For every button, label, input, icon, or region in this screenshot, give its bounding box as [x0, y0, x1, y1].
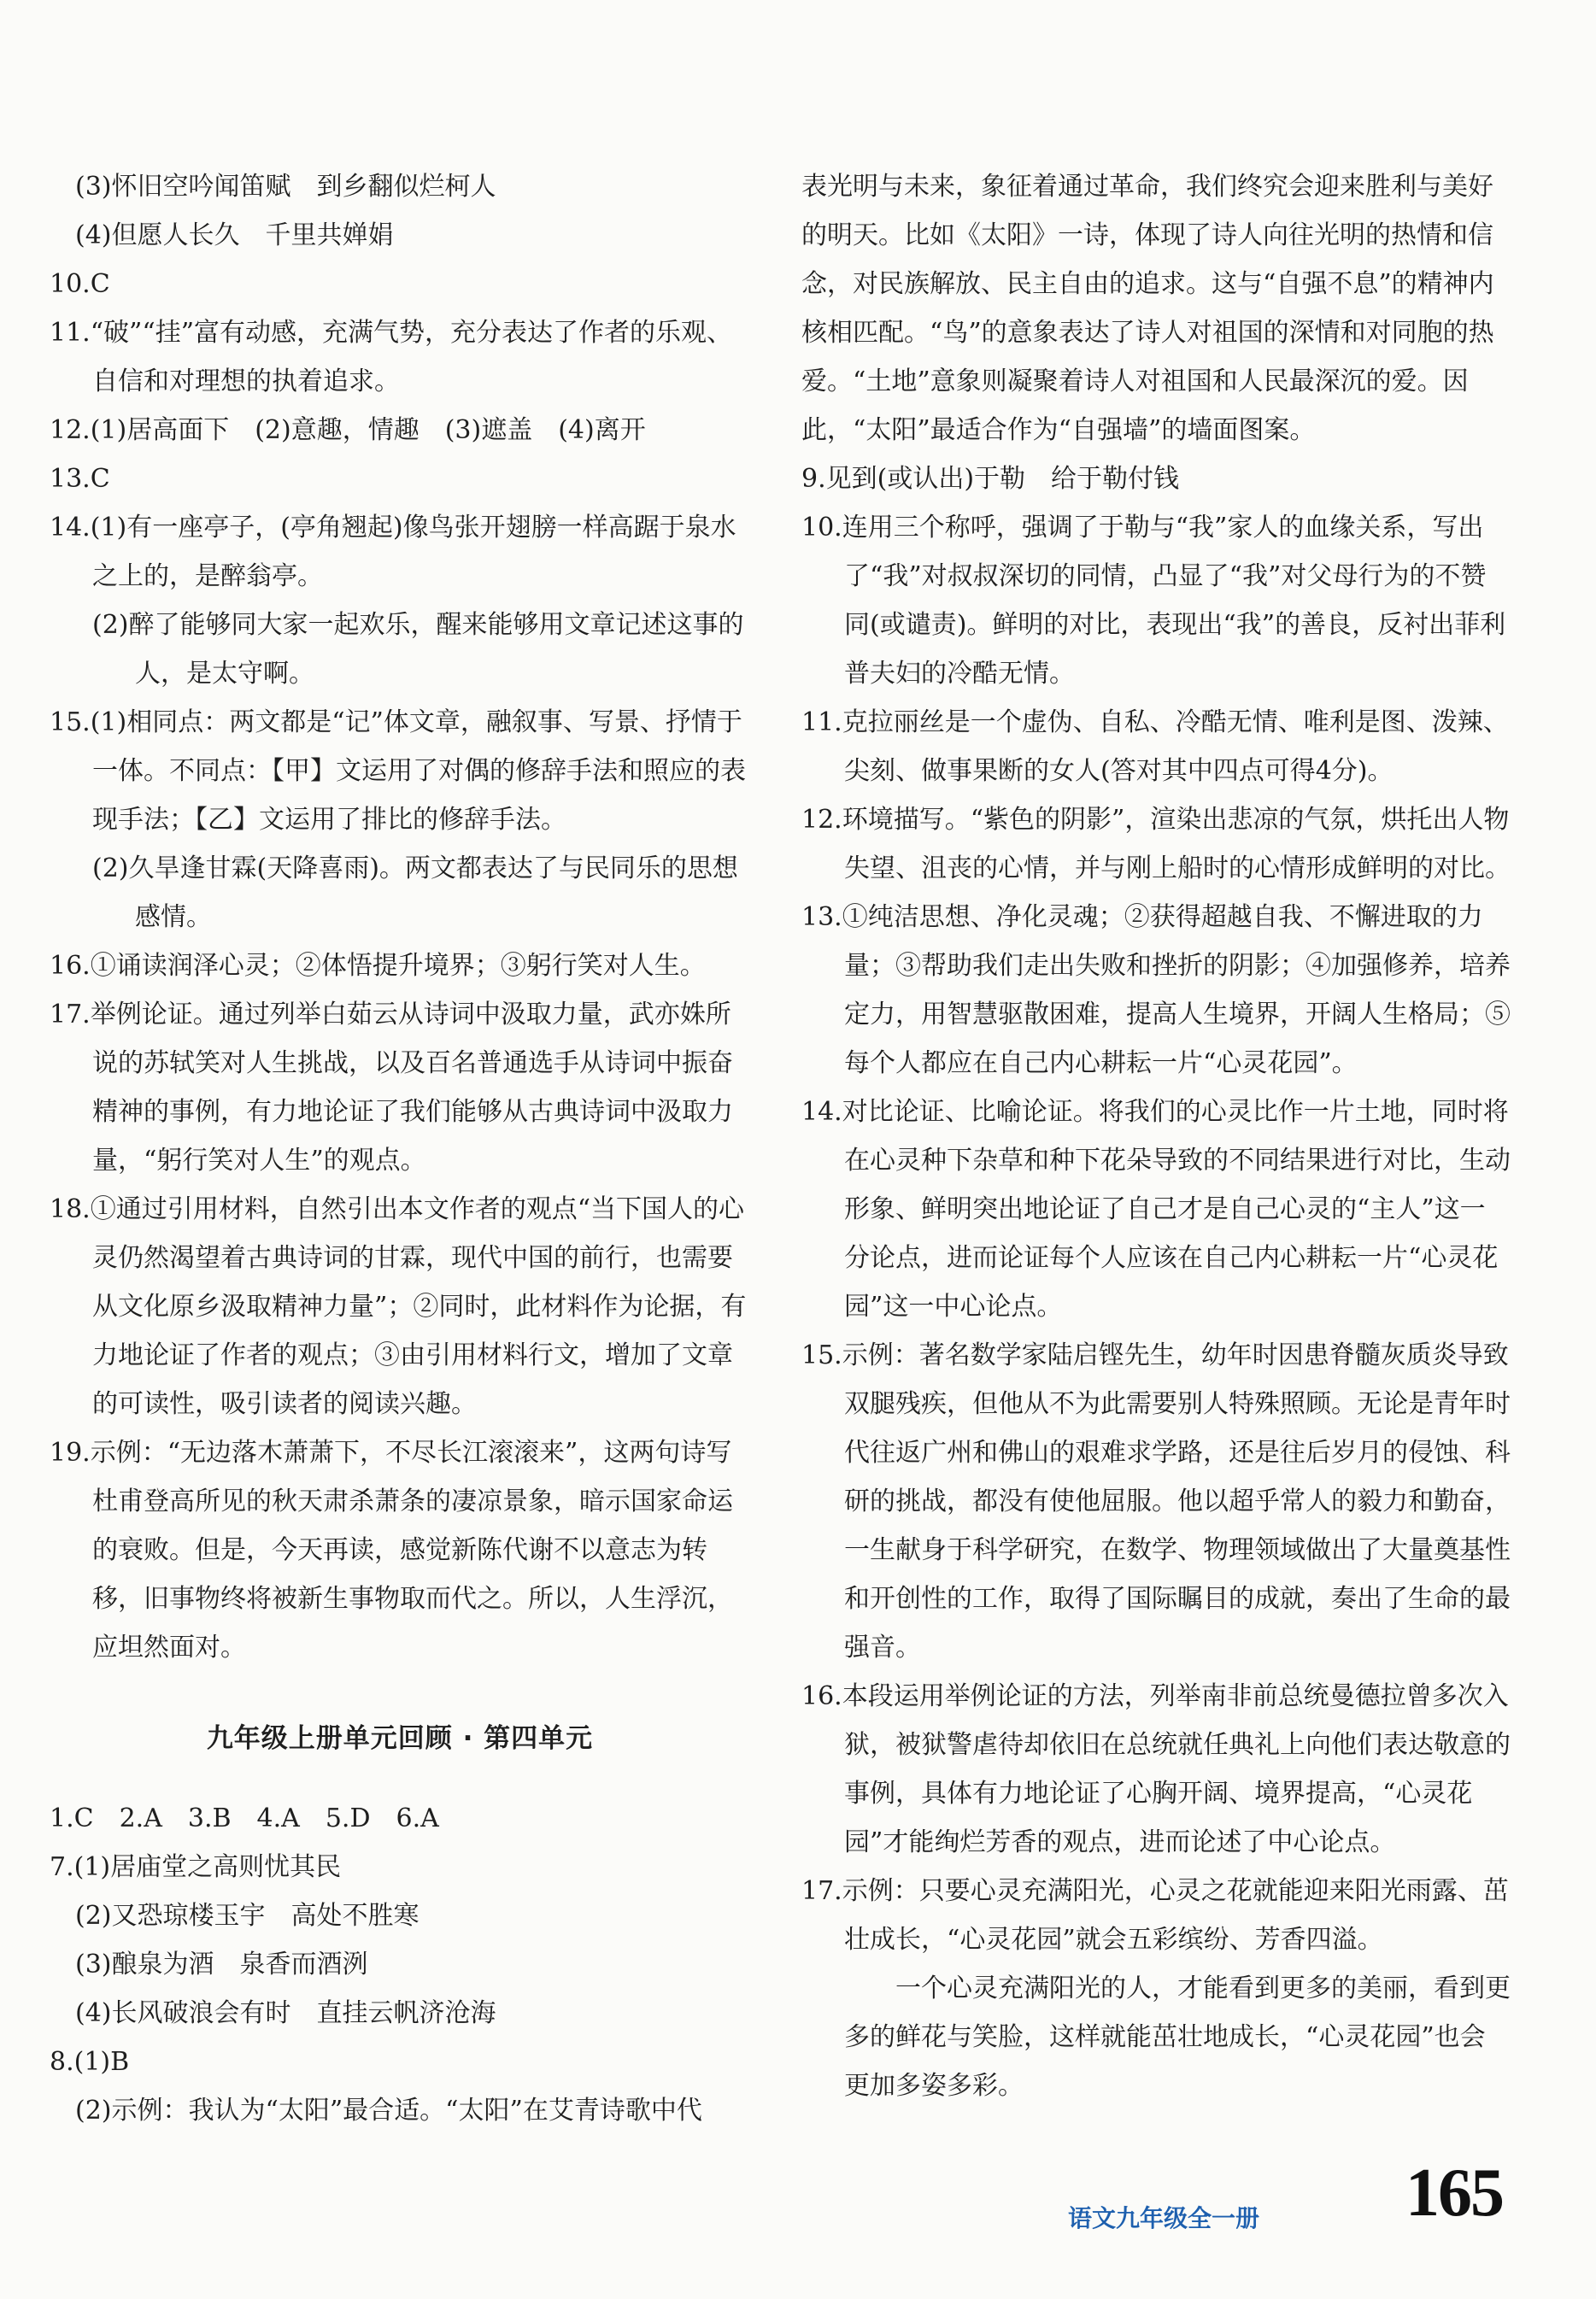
answer-item: 16.本段运用举例论证的方法，列举南非前总统曼德拉曾多次入狱，被狱警虐待却依旧在总统就任典礼上向他们表达敬意的事例，具体有力地论证了心胸开阔、境界提高，“心灵花园”才能绚烂芳香的观点，进而论述了中心论点。: [801, 1681, 1511, 1857]
answer-line: (4)但愿人长久 千里共婵娟: [75, 220, 394, 250]
answer-item: 7.(1)居庙堂之高则忧其民: [50, 1852, 342, 1882]
continuation-text: 表光明与未来，象征着通过革命，我们终究会迎来胜利与美好的明天。比如《太阳》一诗，体现了诗人向往光明的热情和信念，对民族解放、民主自由的追求。这与“自强不息”的精神内核相匹配。“鸟”的意象表达了诗人对祖国的深情和对同胞的热爱。“土地”意象则凝聚着诗人对祖国和人民最深沉的爱。因此，“太阳”最适合作为“自强墙”的墙面图案。: [801, 172, 1494, 445]
answer-item: 12.(1)居高面下 (2)意趣，情趣 (3)遮盖 (4)离开: [50, 415, 646, 445]
answer-item: 8.(1)B: [50, 2047, 130, 2077]
answer-item: 11.“破”“挂”富有动感，充满气势，充分表达了作者的乐观、自信和对理想的执着追求。: [50, 318, 733, 396]
answer-item: 12.环境描写。“紫色的阴影”，渲染出悲凉的气氛，烘托出人物失望、沮丧的心情，并与刚上船时的心情形成鲜明的对比。: [801, 805, 1511, 883]
answer-subitem: (3)酿泉为酒 泉香而酒洌: [75, 1950, 368, 1979]
answer-line: (3)怀旧空吟闻笛赋 到乡翻似烂柯人: [75, 172, 496, 202]
answer-item: 10.C: [50, 269, 110, 299]
answer-item: 15.(1)相同点：两文都是“记”体文章，融叙事、写景、抒情于一体。不同点：【甲】文运用了对偶的修辞手法和照应的表现手法；【乙】文运用了排比的修辞手法。: [50, 707, 746, 835]
answer-item: 11.克拉丽丝是一个虚伪、自私、冷酷无情、唯利是图、泼辣、尖刻、做事果断的女人(答对其中四点可得4分)。: [801, 707, 1509, 786]
answer-item: 13.C: [50, 464, 110, 494]
answer-item: 17.示例：只要心灵充满阳光，心灵之花就能迎来阳光雨露、茁壮成长，“心灵花园”就会五彩缤纷、芳香四溢。: [801, 1876, 1509, 1955]
answer-item: 10.连用三个称呼，强调了于勒与“我”家人的血缘关系，写出了“我”对叔叔深切的同情，凸显了“我”对父母行为的不赞同(或谴责)。鲜明的对比，表现出“我”的善良，反衬出菲利普夫妇的冷酷无情。: [801, 513, 1506, 689]
answer-subitem: (2)又恐琼楼玉宇 高处不胜寒: [75, 1901, 420, 1931]
book-label: 语文九年级全一册: [1068, 2204, 1260, 2232]
page-number: 165: [1405, 2155, 1503, 2231]
answer-item: 14.(1)有一座亭子，(亭角翘起)像鸟张开翅膀一样高踞于泉水之上的，是醉翁亭。: [50, 513, 736, 591]
answer-item: 18.①通过引用材料，自然引出本文作者的观点“当下国人的心灵仍然渴望着古典诗词的甘霖，现代中国的前行，也需要从文化原乡汲取精神力量”；②同时，此材料作为论据，有力地论证了作者的观点；③由引用材料行文，增加了文章的可读性，吸引读者的阅读兴趣。: [50, 1194, 747, 1419]
section-title: 九年级上册单元回顾 · 第四单元: [206, 1723, 594, 1754]
answer-item: 16.①诵读润泽心灵；②体悟提升境界；③躬行笑对人生。: [50, 951, 706, 981]
answer-item: 19.示例：“无边落木萧萧下，不尽长江滚滚来”，这两句诗写杜甫登高所见的秋天肃杀萧条的凄凉景象，暗示国家命运的衰败。但是，今天再读，感觉新陈代谢不以意志为转移，旧事物终将被新生事物取而代之。所以，人生浮沉，应坦然面对。: [50, 1438, 733, 1663]
answer-subitem: (2)醉了能够同大家一起欢乐，醒来能够用文章记述这事的人，是太守啊。: [92, 610, 744, 689]
answer-item: 17.举例论证。通过列举白茹云从诗词中汲取力量，武亦姝所说的苏轼笑对人生挑战，以及百名普通选手从诗词中振奋精神的事例，有力地论证了我们能够从古典诗词中汲取力量，“躬行笑对人生”的观点。: [50, 1000, 733, 1176]
answer-subitem: (4)长风破浪会有时 直挂云帆济沧海: [75, 1998, 496, 2028]
answer-item: 15.示例：著名数学家陆启铿先生，幼年时因患脊髓灰质炎导致双腿残疾，但他从不为此需要别人特殊照顾。无论是青年时代往返广州和佛山的艰难求学路，还是往后岁月的侵蚀、科研的挑战，都没有使他屈服。他以超乎常人的毅力和勤奋，一生献身于科学研究，在数学、物理领域做出了大量奠基性和开创性的工作，取得了国际瞩目的成就，奏出了生命的最强音。: [801, 1340, 1511, 1663]
final-paragraph: 一个心灵充满阳光的人，才能看到更多的美丽，看到更多的鲜花与笑脸，这样就能茁壮地成长，“心灵花园”也会更加多姿多彩。: [844, 1974, 1511, 2101]
answer-subitem: (2)示例：我认为“太阳”最合适。“太阳”在艾青诗歌中代: [75, 2096, 702, 2126]
answer-item: 13.①纯洁思想、净化灵魂；②获得超越自我、不懈进取的力量；③帮助我们走出失败和挫折的阴影；④加强修养，培养定力，用智慧驱散困难，提高人生境界，开阔人生格局；⑤每个人都应在自己内心耕耘一片“心灵花园”。: [801, 902, 1511, 1078]
answer-subitem: (2)久旱逢甘霖(天降喜雨)。两文都表达了与民同乐的思想感情。: [92, 853, 738, 932]
answer-item: 14.对比论证、比喻论证。将我们的心灵比作一片土地，同时将在心灵种下杂草和种下花朵导致的不同结果进行对比，生动形象、鲜明突出地论证了自己才是自己心灵的“主人”这一分论点，进而论证每个人应该在自己内心耕耘一片“心灵花园”这一中心论点。: [801, 1097, 1511, 1322]
answer-item: 1.C 2.A 3.B 4.A 5.D 6.A: [50, 1803, 439, 1833]
right-column: [801, 162, 1511, 2110]
left-column: [50, 162, 750, 2135]
answer-item: 9.见到(或认出)于勒 给于勒付钱: [801, 464, 1180, 494]
